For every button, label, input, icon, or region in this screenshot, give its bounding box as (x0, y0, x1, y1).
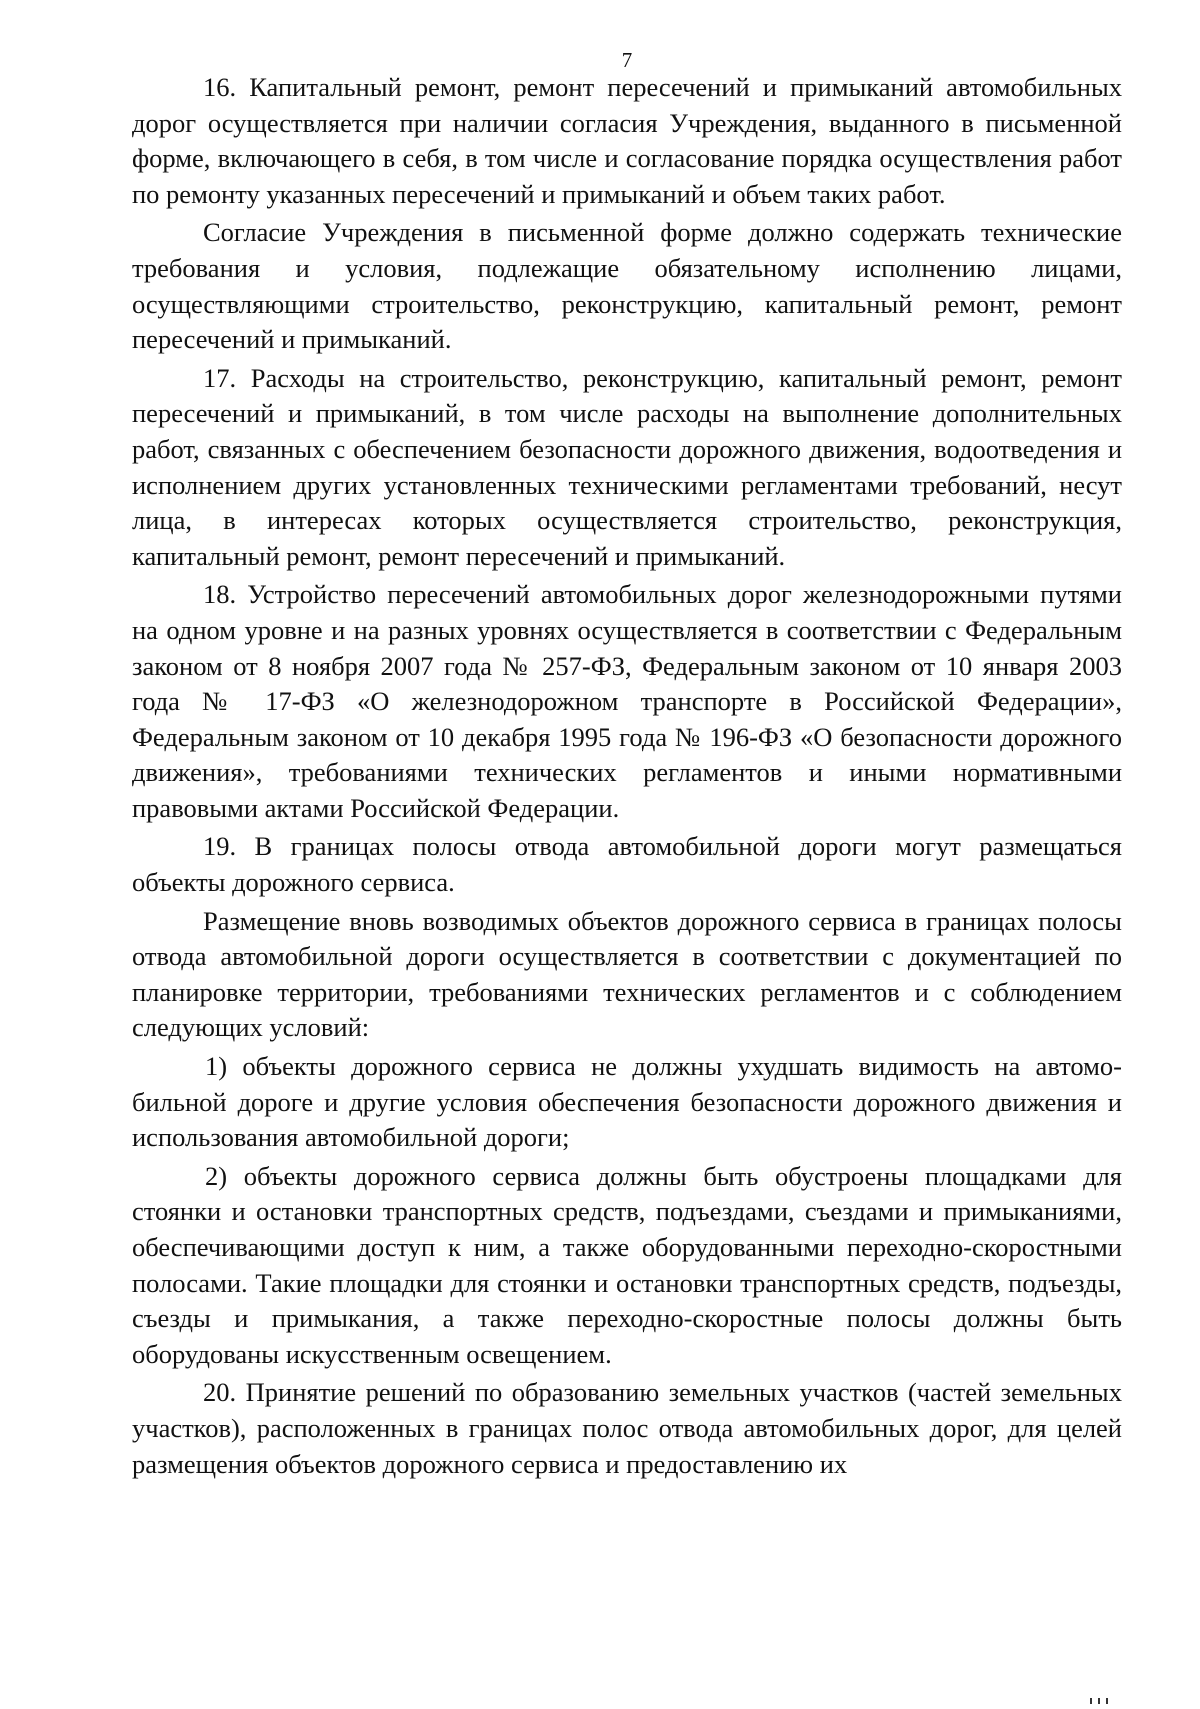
paragraph-consent: Согласие Учреждения в письменной форме должно содержать технические требования и условия, подлежащие обязательному исполнению лицами, осуществляющими строительство, реконструкцию, капитальный ремонт, ремонт пересечений и примыканий. (132, 217, 1122, 355)
paragraph-placement: Размещение вновь возводимых объектов дорожного сервиса в границах полосы отвода автомобильной дороги осуществляется в соответствии с документацией по планировке территории, требованиями технических регламентов и с соблюдением следующих условий: (132, 905, 1122, 1043)
page-number: 7 (621, 48, 633, 72)
paragraph-17: 17. Расходы на строительство, реконструкцию, капитальный ремонт, ремонт пересечений и примыканий, в том числе расходы на выполнение дополнительных работ, связанных с обеспечением безопасности дорожного движения, водоотведения и исполнением других установленных техническими регламентами требований, несут лица, в интересах которых осуществляется строительство, реконструкция, капитальный ремонт, ремонт пересечений и примыканий. (132, 362, 1122, 571)
list-item-1: 1) объекты дорожного сервиса не должны ухудшать видимость на автомобильной дороге и другие условия обеспечения безопасности дорожного движения и использования автомобильной дороги; (132, 1051, 1122, 1153)
paragraph-19: 19. В границах полосы отвода автомобильной дороги могут размещаться объекты дорожного сервиса. (132, 831, 1122, 898)
paragraph-20: 20. Принятие решений по образованию земельных участков (частей земельных участков), расположенных в границах полос отвода автомобильных дорог, для целей размещения объектов дорожного сервиса и предоставлению их (132, 1377, 1122, 1479)
document-body (132, 70, 1122, 1485)
scan-artifact-mark (1090, 1691, 1130, 1697)
paragraph-18: 18. Устройство пересечений автомобильных дорог железнодорожными путями на одном уровне и на разных уровнях осуществляется в соответствии с Федеральным законом от 8 ноября 2007 года № 257-ФЗ, Федеральным законом от 10 января 2003 года № 17-ФЗ «О железнодорожном транспорте в Российской Федерации», Федеральным законом от 10 декабря 1995 года № 196-ФЗ «О безопасности дорожного движения», требованиями технических регламентов и иными нормативными правовыми актами Российской Федерации. (132, 579, 1122, 823)
list-item-2: 2) объекты дорожного сервиса должны быть обустроены площадками для стоянки и остановки транспортных средств, подъездами, съездами и примыканиями, обеспечивающими доступ к ним, а также оборудованными переходно-скоростными полосами. Такие площадки для стоянки и остановки транспортных средств, подъезды, съезды и примыкания, а также переходно-скоростные полосы должны быть оборудованы искусственным освещением. (132, 1160, 1122, 1369)
paragraph-16: 16. Капитальный ремонт, ремонт пересечений и примыканий автомобильных дорог осуществляется при наличии согласия Учреждения, выданного в письменной форме, включающего в себя, в том числе и согласование порядка осуществления работ по ремонту указанных пересечений и примыканий и объем таких работ. (132, 72, 1122, 209)
